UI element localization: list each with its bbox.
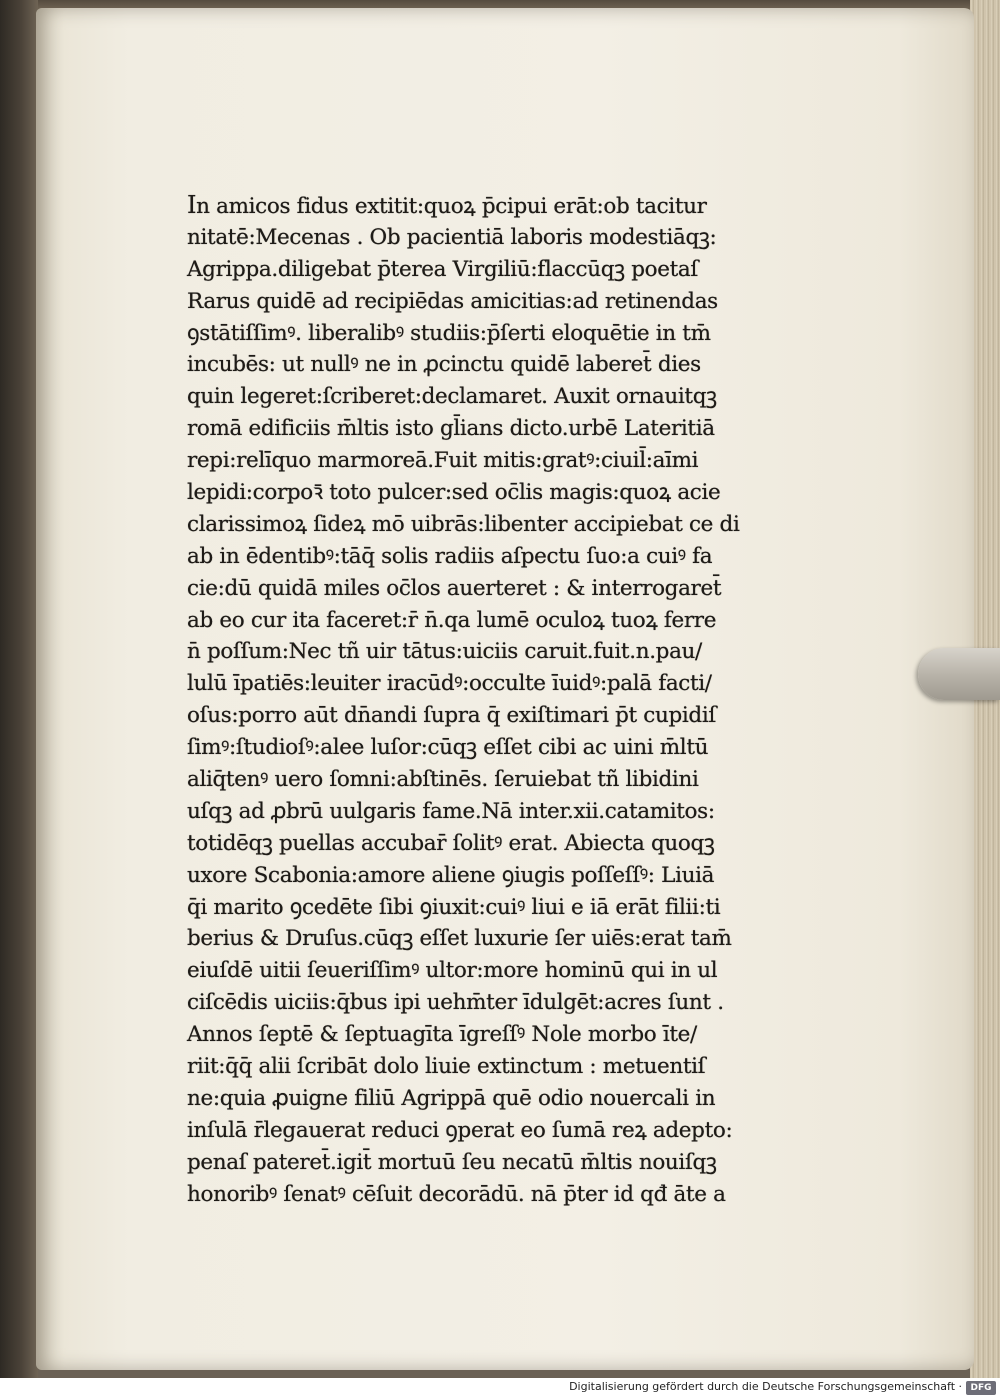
text-line: repi:relīquo marmoreā.Fuit mitis:gratꝰ:ciuil̄:aīmi bbox=[187, 448, 699, 474]
funding-credit: Digitalisierung gefördert durch die Deutsche Forschungsgemeinschaft · bbox=[569, 1380, 962, 1393]
text-line: lulū īpatiēs:leuiter iracūdꝰ:occulte īuidꝰ:palā facti/ bbox=[187, 671, 712, 697]
text-line: ſimꝰ:ſtudioſꝰ:alee luſor:cūqꝫ eſſet cibi ac uini m̄ltū bbox=[187, 735, 709, 761]
text-line: q̄i marito ꝯcedēte ſibi ꝯiuxit:cuiꝰ liui e iā erāt filii:ti bbox=[187, 894, 721, 920]
text-line: incubēs: ut nullꝰ ne in ꝓcinctu quidē laberet̄ dies bbox=[187, 352, 701, 378]
text-line: aliq̄tenꝰ uero ſomni:abſtinēs. ſeruiebat tñ libidini bbox=[187, 767, 699, 793]
text-line: totidēqꝫ puellas accubar̄ ſolitꝰ erat. Abiecta quoqꝫ bbox=[187, 830, 715, 856]
text-line: inſulā r̄legauerat reduci ꝯperat eo ſumā reꝝ adepto: bbox=[187, 1117, 733, 1143]
incunable-text-block bbox=[187, 190, 740, 1211]
text-line: oſus:porro aūt dn̄andi ſupra q̄ exiſtimari p̄t cupidiſ bbox=[187, 703, 716, 729]
text-line: Agrippa.diligebat p̄terea Virgiliū:flaccūqꝫ poetaſ bbox=[187, 256, 698, 282]
text-line: ab eo cur ita faceret:r̄ n̄.qa lumē oculoꝝ tuoꝝ ferre bbox=[187, 607, 717, 633]
text-line: ne:quia ꝓuigne filiū Agrippā quē odio nouercali in bbox=[187, 1085, 716, 1111]
text-line: ab in ēdentibꝰ:tāq̄ solis radiis aſpectu ſuo:a cuiꝰ fa bbox=[187, 543, 713, 569]
text-line: quin legeret:ſcriberet:declamaret. Auxit ornauitqꝫ bbox=[187, 384, 717, 410]
book-spine-shadow bbox=[0, 0, 38, 1378]
text-line: uxore Scabonia:amore aliene ꝯiugis poſſeſſꝰ: Liuiā bbox=[187, 862, 715, 888]
text-line: In amicos fidus extitit:quoꝝ p̄cipui erāt:ob tacitur bbox=[187, 191, 707, 219]
text-line: penaſ pateret̄.igit̄ mortuū ſeu necatū m̄ltis nouiſqꝫ bbox=[187, 1149, 717, 1175]
text-line: cie:dū quidā miles oc̄los auerteret : & interrogaret̄ bbox=[187, 575, 722, 601]
paper-clip-tab bbox=[918, 648, 1000, 700]
dfg-logo: DFG bbox=[966, 1381, 996, 1395]
footer-bar bbox=[0, 1378, 1000, 1398]
text-line: Annos ſeptē & ſeptuagīta īgreſſꝰ Nole morbo īte/ bbox=[187, 1022, 697, 1048]
text-line: n̄ poſſum:Nec tñ uir tātus:uiciis caruit.fuit.n.pau/ bbox=[187, 639, 702, 665]
text-line: lepidi:corpoꝛ̄ toto pulcer:sed oc̄lis magis:quoꝝ acie bbox=[187, 480, 721, 506]
text-line: berius & Druſus.cūqꝫ eſſet luxurie ſer uiēs:erat tam̄ bbox=[187, 926, 732, 952]
text-line: clarissimoꝝ ſideꝝ mō uibrās:libenter accipiebat ce di bbox=[187, 511, 740, 537]
text-line: ciſcēdis uiciis:q̄bus ipi uehm̄ter īdulgēt:acres ſunt . bbox=[187, 990, 724, 1016]
text-line: nitatē:Mecenas . Ob pacientiā laboris modestiāqꝫ: bbox=[187, 224, 717, 250]
text-line: uſqꝫ ad ꝓbrū uulgaris fame.Nā inter.xii.catamitos: bbox=[187, 798, 715, 824]
text-line: romā edificiis m̄ltis isto gl̄ians dicto.urbē Lateritiā bbox=[187, 416, 715, 442]
text-line: honoribꝰ ſenatꝰ cēſuit decorādū. nā p̄ter id qđ āte a bbox=[187, 1181, 726, 1207]
text-line: Rarus quidē ad recipiēdas amicitias:ad retinendas bbox=[187, 288, 718, 314]
text-line: riit:q̄q̄ alii ſcribāt dolo liuie extinctum : metuentiſ bbox=[187, 1054, 706, 1080]
text-line: eiuſdē uitii ſeueriſſimꝰ ultor:more hominū qui in ul bbox=[187, 958, 718, 984]
text-line: ꝯstātiſſimꝰ. liberalibꝰ studiis:p̄ſerti eloquētie in tm̄ bbox=[187, 320, 711, 346]
